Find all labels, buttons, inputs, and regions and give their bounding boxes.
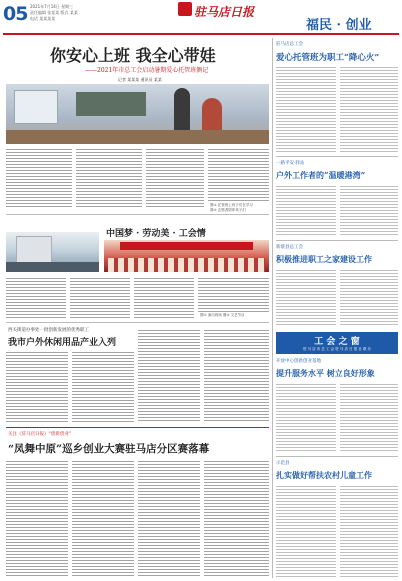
feature-body-col-4 xyxy=(198,276,269,312)
photo-person xyxy=(202,98,222,134)
photo-person xyxy=(174,88,190,132)
feature-caption: 图① 演出现场 图② 文艺节目 xyxy=(200,313,245,317)
mid-headline: 我市户外休闲用品产业入列 xyxy=(8,338,117,348)
lead-photo xyxy=(6,84,269,144)
page-number: 05 xyxy=(3,3,28,25)
feature-photo-1 xyxy=(6,232,99,272)
feature-divider xyxy=(6,214,269,215)
lead-caption-1: 图① 托管班上孩子们在学习 xyxy=(210,203,253,207)
masthead-title: 驻马店日报 xyxy=(194,5,255,19)
right-tag-4: 开放中心创新创业基地 xyxy=(276,359,321,364)
right-headline-4: 提升服务水平 树立良好形象 xyxy=(276,368,375,378)
photo-desk xyxy=(6,130,269,144)
bottom-body-col-2 xyxy=(72,459,134,577)
mid-body-col-1 xyxy=(6,350,68,422)
proof-line: 电话 某某某某 xyxy=(30,16,56,21)
photo-window xyxy=(14,90,58,124)
bottom-top-rule xyxy=(6,427,269,428)
right-divider-5 xyxy=(276,456,398,457)
right-body-1a xyxy=(276,65,336,153)
right-tag-2: 一路平安·驿站 xyxy=(276,161,305,166)
bottom-headline: “凤舞中原”巡乡创业大赛驻马店分区赛落幕 xyxy=(8,443,210,455)
page-header xyxy=(0,0,402,38)
mid-body-col-4 xyxy=(204,328,269,422)
feature-body-col-1 xyxy=(6,276,66,318)
bottom-body-col-1 xyxy=(6,459,68,577)
right-body-1b xyxy=(340,65,398,153)
lead-body-col-3 xyxy=(146,147,204,209)
feature-photo-2 xyxy=(104,240,269,272)
header-rule xyxy=(3,33,399,35)
right-headline-5: 扎实做好帮扶农村儿童工作 xyxy=(276,470,372,480)
lead-body-col-2 xyxy=(76,147,142,209)
performers-shape xyxy=(108,258,265,272)
crowd-shape xyxy=(6,262,99,272)
union-window-subtitle: 驻 马 店 市 总 工 会 驻 马 店 日 报 社 联 办 xyxy=(302,347,372,351)
bottom-body-col-3 xyxy=(138,459,200,577)
lead-headline: 你安心上班 我全心带娃 xyxy=(50,46,216,65)
stage-banner xyxy=(120,242,253,250)
mid-kicker: 西关街道办事处一批创新发展的优秀职工 xyxy=(8,328,89,333)
right-body-2b xyxy=(340,184,398,236)
right-body-3b xyxy=(340,268,398,326)
bottom-kicker: 关注《驻马店日报》“创新创业” xyxy=(8,432,72,437)
editor-line: 责任编辑 张某某 版式 某某 xyxy=(30,10,78,15)
right-body-5b xyxy=(340,484,398,577)
union-window-title: 工 会 之 窗 xyxy=(314,337,360,347)
photo-board xyxy=(76,92,146,116)
lead-caption-2: 图② 志愿者陪伴孩子们 xyxy=(210,208,246,212)
lead-body-col-4 xyxy=(208,147,269,201)
bottom-body-col-4 xyxy=(204,459,269,577)
date-line: 2021年7月14日 星期三 xyxy=(30,4,74,9)
right-divider-3 xyxy=(276,240,398,241)
mid-body-col-3 xyxy=(138,328,200,422)
right-tag-3: 新蔡县总工会 xyxy=(276,245,303,250)
lead-subhead: ——2021年市总工会启动暑期爱心托管班侧记 xyxy=(85,67,209,74)
right-headline-2: 户外工作者的“温暖港湾” xyxy=(276,170,366,180)
section-title: 福民 · 创业 xyxy=(306,18,372,33)
right-divider-2 xyxy=(276,156,398,157)
feature-headline: 中国梦 · 劳动美 · 工会情 xyxy=(106,229,206,239)
right-body-2a xyxy=(276,184,336,236)
right-body-5a xyxy=(276,484,336,577)
right-tag-5: 示范县 xyxy=(276,461,290,466)
right-headline-1: 爱心托管班为职工“降心火” xyxy=(276,53,380,63)
lead-byline: 记者 某某某 通讯员 某某 xyxy=(118,77,162,82)
column-divider xyxy=(272,38,273,578)
right-headline-3: 积极推进职工之家建设工作 xyxy=(276,254,372,264)
right-body-3a xyxy=(276,268,336,326)
feature-body-col-2 xyxy=(70,276,130,318)
feature-body-col-3 xyxy=(134,276,194,318)
masthead-logo-icon xyxy=(178,2,192,16)
mid-body-col-2 xyxy=(72,350,134,422)
right-body-4a xyxy=(276,382,336,452)
lead-body-col-1 xyxy=(6,147,72,209)
union-window-banner xyxy=(276,332,398,354)
right-tag-1: 驻马店总工会 xyxy=(276,42,303,47)
right-body-4b xyxy=(340,382,398,452)
mid-divider xyxy=(6,322,269,323)
